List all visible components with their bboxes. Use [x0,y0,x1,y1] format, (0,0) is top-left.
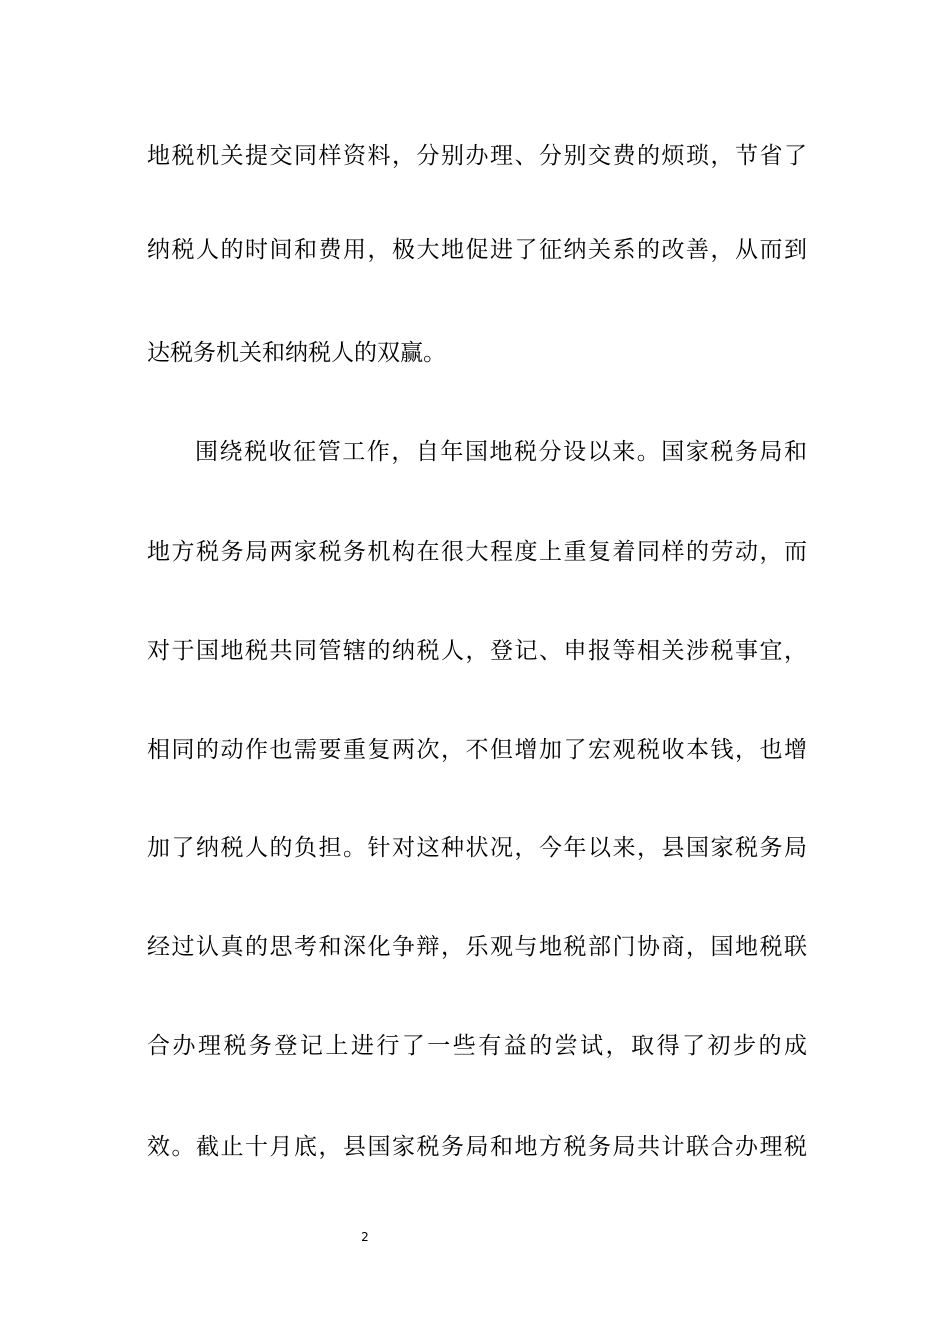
text-line: 对于国地税共同管辖的纳税人，登记、申报等相关涉税事宜， [147,638,807,664]
page-number: 2 [361,1230,369,1244]
text-line: 地税机关提交同样资料，分别办理、分别交费的烦琐，节省了 [147,143,807,169]
text-line: 经过认真的思考和深化争辩，乐观与地税部门协商，国地税联 [147,934,807,960]
paragraph-first-line: 围绕税收征管工作，自年国地税分设以来。国家税务局和 [195,439,807,465]
text-line: 达税务机关和纳税人的双赢。 [147,340,446,366]
text-line: 地方税务局两家税务机构在很大程度上重复着同样的劳动，而 [147,539,807,565]
text-line: 相同的动作也需要重复两次，不但增加了宏观税收本钱，也增 [147,737,807,763]
text-line: 效。截止十月底，县国家税务局和地方税务局共计联合办理税 [147,1134,807,1160]
text-line: 加了纳税人的负担。针对这种状况，今年以来，县国家税务局 [147,835,807,861]
text-line: 纳税人的时间和费用，极大地促进了征纳关系的改善，从而到 [147,237,807,263]
text-line: 合办理税务登记上进行了一些有益的尝试，取得了初步的成 [147,1033,807,1059]
